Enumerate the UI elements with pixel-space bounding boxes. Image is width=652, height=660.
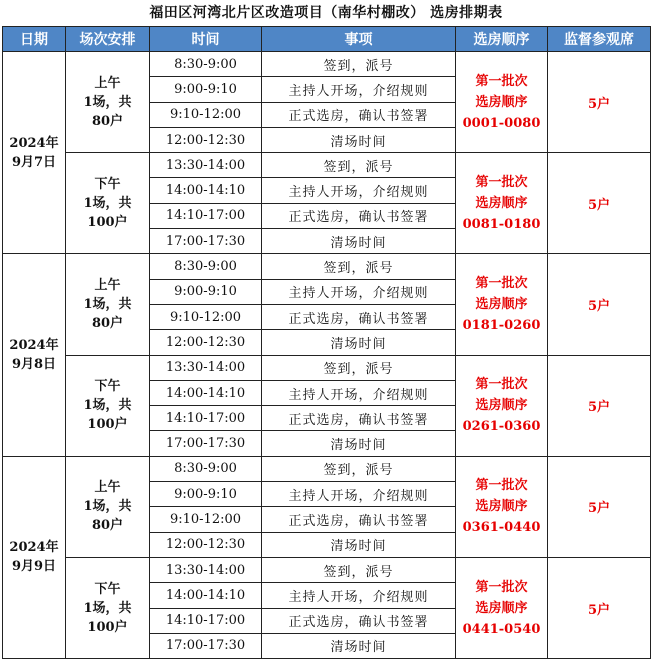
cell-line: 选房顺序 <box>475 600 528 616</box>
cell-line: 2024年 <box>9 540 59 556</box>
table-row <box>3 52 651 77</box>
time-cell: 14:10-17:00 <box>150 203 262 228</box>
cell-line: 100户 <box>87 214 128 230</box>
cell-line: 第一批次 <box>475 478 528 494</box>
order-cell <box>456 456 548 557</box>
time-cell: 9:10-12:00 <box>150 507 262 532</box>
time-cell: 17:00-17:30 <box>150 229 262 254</box>
cell-line: 2024年 <box>9 338 59 354</box>
observers-cell: 5户 <box>548 153 651 254</box>
date-cell <box>3 52 66 254</box>
cell-line: 9月8日 <box>11 357 57 373</box>
item-cell: 签到，派号 <box>262 355 456 380</box>
session-cell <box>66 153 150 254</box>
session-cell <box>66 557 150 658</box>
time-cell: 14:00-14:10 <box>150 583 262 608</box>
cell-line: 第一批次 <box>475 174 528 190</box>
cell-line: 选房顺序 <box>475 296 528 312</box>
header-session: 场次安排 <box>66 27 150 52</box>
observers-cell: 5户 <box>548 456 651 557</box>
time-cell: 14:10-17:00 <box>150 406 262 431</box>
header-item: 事项 <box>262 27 456 52</box>
date-cell <box>3 254 66 456</box>
cell-line: 2024年 <box>9 135 59 151</box>
cell-line: 0261-0360 <box>462 419 541 435</box>
time-cell: 14:00-14:10 <box>150 380 262 405</box>
cell-line: 0441-0540 <box>462 621 541 637</box>
item-cell: 清场时间 <box>262 633 456 658</box>
cell-line: 1场，共 <box>83 296 132 312</box>
table-row <box>3 254 651 279</box>
date-cell <box>3 456 66 658</box>
table-row <box>3 557 651 582</box>
item-cell: 正式选房，确认书签署 <box>262 608 456 633</box>
cell-line: 选房顺序 <box>475 398 528 414</box>
item-cell: 清场时间 <box>262 330 456 355</box>
cell-line: 下午 <box>94 176 121 192</box>
item-cell: 主持人开场，介绍规则 <box>262 380 456 405</box>
cell-line: 上午 <box>94 75 121 91</box>
cell-line: 80户 <box>91 113 124 129</box>
header-row <box>3 27 651 52</box>
time-cell: 8:30-9:00 <box>150 254 262 279</box>
cell-line: 100户 <box>87 417 128 433</box>
time-cell: 9:00-9:10 <box>150 279 262 304</box>
cell-line: 1场，共 <box>83 499 132 515</box>
observers-cell: 5户 <box>548 254 651 355</box>
header-observers: 监督参观席 <box>548 27 651 52</box>
schedule-body <box>3 52 651 659</box>
cell-line: 下午 <box>94 379 121 395</box>
item-cell: 主持人开场，介绍规则 <box>262 77 456 102</box>
item-cell: 签到，派号 <box>262 456 456 481</box>
time-cell: 14:10-17:00 <box>150 608 262 633</box>
time-cell: 9:10-12:00 <box>150 304 262 329</box>
time-cell: 9:10-12:00 <box>150 102 262 127</box>
time-cell: 8:30-9:00 <box>150 456 262 481</box>
cell-line: 第一批次 <box>475 275 528 291</box>
table-row <box>3 153 651 178</box>
schedule-table <box>2 26 651 659</box>
time-cell: 13:30-14:00 <box>150 557 262 582</box>
time-cell: 9:00-9:10 <box>150 77 262 102</box>
table-row <box>3 355 651 380</box>
cell-line: 第一批次 <box>475 579 528 595</box>
header-date: 日期 <box>3 27 66 52</box>
table-row <box>3 456 651 481</box>
cell-line: 选房顺序 <box>475 94 528 110</box>
order-cell <box>456 153 548 254</box>
cell-line: 80户 <box>91 518 124 534</box>
cell-line: 上午 <box>94 480 121 496</box>
time-cell: 8:30-9:00 <box>150 52 262 77</box>
item-cell: 正式选房，确认书签署 <box>262 406 456 431</box>
cell-line: 0081-0180 <box>462 216 541 232</box>
cell-line: 下午 <box>94 581 121 597</box>
cell-line: 1场，共 <box>83 600 132 616</box>
time-cell: 17:00-17:30 <box>150 431 262 456</box>
session-cell <box>66 254 150 355</box>
item-cell: 正式选房，确认书签署 <box>262 102 456 127</box>
item-cell: 正式选房，确认书签署 <box>262 507 456 532</box>
item-cell: 签到，派号 <box>262 153 456 178</box>
item-cell: 签到，派号 <box>262 52 456 77</box>
cell-line: 第一批次 <box>475 73 528 89</box>
item-cell: 清场时间 <box>262 229 456 254</box>
observers-cell: 5户 <box>548 52 651 153</box>
cell-line: 100户 <box>87 619 128 635</box>
cell-line: 80户 <box>91 315 124 331</box>
time-cell: 14:00-14:10 <box>150 178 262 203</box>
item-cell: 签到，派号 <box>262 254 456 279</box>
cell-line: 上午 <box>94 277 121 293</box>
time-cell: 9:00-9:10 <box>150 482 262 507</box>
cell-line: 0181-0260 <box>462 317 541 333</box>
cell-line: 选房顺序 <box>475 499 528 515</box>
session-cell <box>66 355 150 456</box>
page-title: 福田区河湾北片区改造项目（南华村棚改） 选房排期表 <box>149 5 503 21</box>
time-cell: 12:00-12:30 <box>150 330 262 355</box>
item-cell: 主持人开场，介绍规则 <box>262 482 456 507</box>
order-cell <box>456 557 548 658</box>
time-cell: 17:00-17:30 <box>150 633 262 658</box>
header-time: 时间 <box>150 27 262 52</box>
order-cell <box>456 52 548 153</box>
observers-cell: 5户 <box>548 355 651 456</box>
cell-line: 1场，共 <box>83 195 132 211</box>
time-cell: 12:00-12:30 <box>150 532 262 557</box>
item-cell: 主持人开场，介绍规则 <box>262 178 456 203</box>
cell-line: 1场，共 <box>83 398 132 414</box>
item-cell: 清场时间 <box>262 431 456 456</box>
cell-line: 1场，共 <box>83 94 132 110</box>
time-cell: 12:00-12:30 <box>150 127 262 152</box>
cell-line: 9月9日 <box>11 559 57 575</box>
item-cell: 正式选房，确认书签署 <box>262 304 456 329</box>
session-cell <box>66 52 150 153</box>
cell-line: 第一批次 <box>475 377 528 393</box>
item-cell: 清场时间 <box>262 532 456 557</box>
item-cell: 主持人开场，介绍规则 <box>262 279 456 304</box>
cell-line: 9月7日 <box>11 154 57 170</box>
item-cell: 正式选房，确认书签署 <box>262 203 456 228</box>
time-cell: 13:30-14:00 <box>150 153 262 178</box>
item-cell: 清场时间 <box>262 127 456 152</box>
cell-line: 0361-0440 <box>462 520 541 536</box>
observers-cell: 5户 <box>548 557 651 658</box>
item-cell: 签到，派号 <box>262 557 456 582</box>
order-cell <box>456 355 548 456</box>
cell-line: 选房顺序 <box>475 195 528 211</box>
cell-line: 0001-0080 <box>462 115 541 131</box>
time-cell: 13:30-14:00 <box>150 355 262 380</box>
session-cell <box>66 456 150 557</box>
order-cell <box>456 254 548 355</box>
item-cell: 主持人开场，介绍规则 <box>262 583 456 608</box>
header-order: 选房顺序 <box>456 27 548 52</box>
